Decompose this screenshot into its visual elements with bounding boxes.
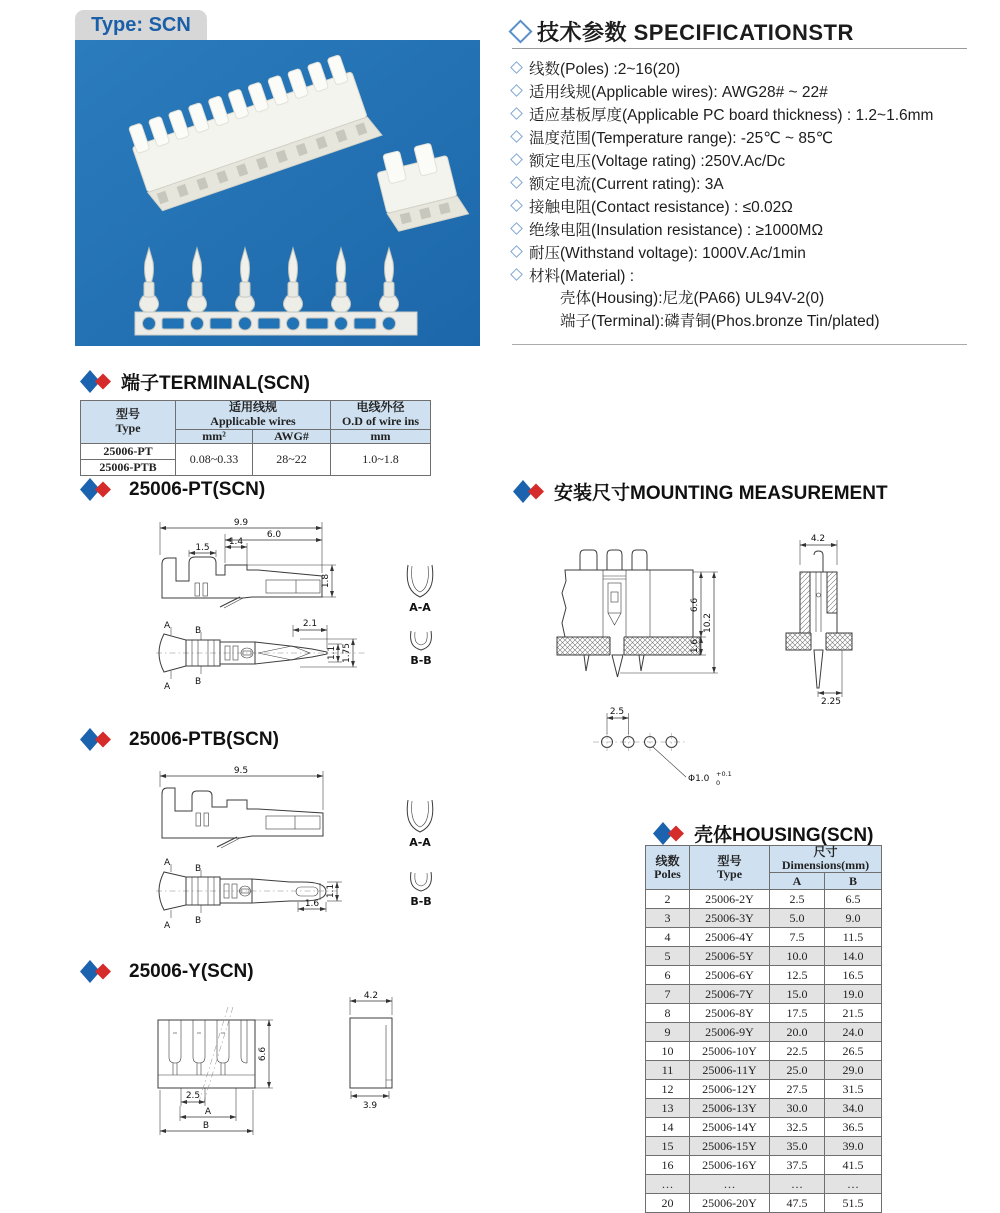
type-cell: 25006-5Y bbox=[690, 947, 770, 966]
pt-mark-a-top: A bbox=[164, 621, 171, 631]
type-tab bbox=[75, 10, 207, 40]
y-dim-a: A bbox=[204, 1107, 212, 1117]
housing-row bbox=[646, 890, 882, 909]
y-drawing-svg bbox=[140, 985, 440, 1155]
dim-a-cell: … bbox=[770, 1175, 825, 1194]
housing-type-header-cn: 型号 bbox=[717, 853, 742, 868]
spec-item-text: 适用线规(Applicable wires): AWG28# ~ 22# bbox=[529, 83, 828, 101]
housing-table bbox=[645, 845, 882, 1213]
spec-item-text: 温度范围(Temperature range): -25℃ ~ 85℃ bbox=[529, 129, 834, 147]
terminal-type-cell: 25006-PT bbox=[81, 444, 176, 460]
dim-a-cell: 7.5 bbox=[770, 928, 825, 947]
housing-row bbox=[646, 1099, 882, 1118]
dim-a-cell: 22.5 bbox=[770, 1042, 825, 1061]
ptb-section-aa-label: A-A bbox=[409, 836, 431, 849]
spec-item-text: 接触电阻(Contact resistance) : ≤0.02Ω bbox=[529, 198, 793, 216]
double-diamond-icon bbox=[653, 822, 684, 845]
spec-item bbox=[512, 102, 972, 125]
diamond-outline-icon bbox=[508, 19, 532, 43]
mnt-dim-42: 4.2 bbox=[810, 534, 826, 544]
mnt-hole-tol-dn: 0 bbox=[716, 779, 721, 787]
y-section-heading bbox=[80, 960, 254, 983]
unit-mm-header: mm bbox=[331, 429, 431, 444]
poles-cell: 9 bbox=[646, 1023, 690, 1042]
housing-col-b-header: B bbox=[825, 873, 882, 890]
pt-section-aa-label: A-A bbox=[409, 601, 431, 614]
type-cell: 25006-10Y bbox=[690, 1042, 770, 1061]
spec-item bbox=[512, 240, 972, 263]
type-cell: 25006-11Y bbox=[690, 1061, 770, 1080]
poles-cell: 3 bbox=[646, 909, 690, 928]
double-diamond-icon bbox=[80, 960, 111, 983]
terminal-wires-header-cn: 适用线规 bbox=[229, 400, 278, 414]
type-cell: 25006-16Y bbox=[690, 1156, 770, 1175]
dim-a-cell: 10.0 bbox=[770, 947, 825, 966]
dim-a-cell: 15.0 bbox=[770, 985, 825, 1004]
diamond-bullet-icon bbox=[510, 199, 523, 212]
type-cell: 25006-12Y bbox=[690, 1080, 770, 1099]
dim-a-cell: 30.0 bbox=[770, 1099, 825, 1118]
double-diamond-icon bbox=[80, 370, 111, 393]
dim-b-cell: 6.5 bbox=[825, 890, 882, 909]
dim-b-cell: 34.0 bbox=[825, 1099, 882, 1118]
pt-mark-b-bot: B bbox=[195, 677, 202, 687]
ptb-dim-11: 1.1 bbox=[326, 883, 336, 899]
ptb-mark-b-top: B bbox=[195, 864, 202, 874]
spec-item bbox=[512, 263, 972, 286]
spec-item bbox=[512, 148, 972, 171]
diamond-bullet-icon bbox=[510, 130, 523, 143]
dim-a-cell: 25.0 bbox=[770, 1061, 825, 1080]
spec-item-text: 额定电压(Voltage rating) :250V.Ac/Dc bbox=[529, 152, 786, 170]
spec-item-text: 线数(Poles) :2~16(20) bbox=[529, 60, 681, 78]
pt-dim-overall: 9.9 bbox=[233, 518, 249, 528]
mnt-dim-25: 2.5 bbox=[609, 707, 625, 717]
double-diamond-icon bbox=[513, 480, 544, 503]
type-cell: 25006-2Y bbox=[690, 890, 770, 909]
spec-item-text: 绝缘电阻(Insulation resistance) : ≥1000MΩ bbox=[529, 221, 824, 239]
material-line-terminal: 端子(Terminal):磷青铜(Phos.bronze Tin/plated) bbox=[560, 313, 880, 330]
diamond-bullet-icon bbox=[510, 107, 523, 120]
material-line-housing: 壳体(Housing):尼龙(PA66) UL94V-2(0) bbox=[560, 290, 825, 307]
dim-a-cell: 20.0 bbox=[770, 1023, 825, 1042]
dim-a-cell: 27.5 bbox=[770, 1080, 825, 1099]
terminal-type-header-en: Type bbox=[115, 421, 141, 436]
diamond-bullet-icon bbox=[510, 61, 523, 74]
dim-b-cell: 36.5 bbox=[825, 1118, 882, 1137]
type-label: Type: SCN bbox=[91, 13, 191, 36]
poles-cell: 12 bbox=[646, 1080, 690, 1099]
housing-col-poles-header bbox=[646, 846, 690, 890]
ptb-drawing-svg bbox=[140, 765, 480, 945]
unit-mm2-header: mm² bbox=[176, 429, 253, 444]
ptb-section-title: 25006-PTB(SCN) bbox=[129, 728, 279, 750]
ptb-mark-b-bot: B bbox=[195, 916, 202, 926]
spec-bottom-divider bbox=[512, 344, 967, 345]
housing-row bbox=[646, 947, 882, 966]
housing-col-a-header: A bbox=[770, 873, 825, 890]
terminal-table bbox=[80, 400, 431, 476]
housing-row bbox=[646, 1137, 882, 1156]
type-cell: 25006-15Y bbox=[690, 1137, 770, 1156]
dim-a-cell: 17.5 bbox=[770, 1004, 825, 1023]
mnt-dim-66: 6.6 bbox=[690, 597, 700, 613]
housing-row bbox=[646, 1042, 882, 1061]
dim-a-cell: 35.0 bbox=[770, 1137, 825, 1156]
type-cell: 25006-7Y bbox=[690, 985, 770, 1004]
spec-title-row bbox=[512, 16, 854, 47]
housing-row bbox=[646, 1175, 882, 1194]
poles-cell: 14 bbox=[646, 1118, 690, 1137]
housing-row bbox=[646, 1118, 882, 1137]
dim-b-cell: 16.5 bbox=[825, 966, 882, 985]
terminal-type-header-cn: 型号 bbox=[115, 407, 140, 422]
poles-cell: 20 bbox=[646, 1194, 690, 1213]
type-cell: 25006-14Y bbox=[690, 1118, 770, 1137]
y-drawing bbox=[140, 985, 440, 1160]
type-cell: 25006-13Y bbox=[690, 1099, 770, 1118]
poles-cell: 11 bbox=[646, 1061, 690, 1080]
spec-item bbox=[512, 56, 972, 79]
double-diamond-icon bbox=[80, 478, 111, 501]
pt-section-title: 25006-PT(SCN) bbox=[129, 478, 266, 500]
poles-cell: 16 bbox=[646, 1156, 690, 1175]
spec-item-text: 耐压(Withstand voltage): 1000V.Ac/1min bbox=[529, 244, 806, 262]
ptb-dim-16: 1.6 bbox=[304, 899, 320, 909]
housing-row bbox=[646, 928, 882, 947]
type-cell: 25006-8Y bbox=[690, 1004, 770, 1023]
spec-item-text: 材料(Material) : bbox=[529, 267, 635, 285]
diamond-bullet-icon bbox=[510, 84, 523, 97]
poles-cell: 7 bbox=[646, 985, 690, 1004]
mounting-side-view bbox=[786, 534, 852, 707]
terminal-awg-cell: 28~22 bbox=[253, 444, 331, 476]
pt-drawing-svg bbox=[140, 513, 480, 693]
dim-b-cell: 11.5 bbox=[825, 928, 882, 947]
housing-row bbox=[646, 1061, 882, 1080]
housing-row bbox=[646, 1023, 882, 1042]
dim-b-cell: 26.5 bbox=[825, 1042, 882, 1061]
terminal-mm2-cell: 0.08~0.33 bbox=[176, 444, 253, 476]
housing-poles-header-en: Poles bbox=[654, 866, 681, 881]
y-dim-39: 3.9 bbox=[362, 1101, 378, 1111]
pt-dim-18: 1.8 bbox=[321, 573, 331, 589]
pt-dim-175: 1.75 bbox=[342, 642, 352, 664]
housing-type-header-en: Type bbox=[716, 866, 743, 881]
y-dim-25: 2.5 bbox=[185, 1091, 201, 1101]
type-cell: 25006-20Y bbox=[690, 1194, 770, 1213]
pt-dim-15: 1.5 bbox=[195, 543, 210, 553]
poles-cell: 5 bbox=[646, 947, 690, 966]
ptb-section-heading bbox=[80, 728, 279, 751]
terminal-od-cell: 1.0~1.8 bbox=[331, 444, 431, 476]
poles-cell: 2 bbox=[646, 890, 690, 909]
terminal-type-cell: 25006-PTB bbox=[81, 460, 176, 476]
ptb-mark-a-bot: A bbox=[164, 921, 171, 931]
housing-col-type-header bbox=[690, 846, 770, 890]
spec-item bbox=[512, 194, 972, 217]
dim-b-cell: 51.5 bbox=[825, 1194, 882, 1213]
dim-b-cell: 21.5 bbox=[825, 1004, 882, 1023]
mounting-hole-pattern bbox=[593, 707, 732, 787]
type-cell: 25006-6Y bbox=[690, 966, 770, 985]
diamond-bullet-icon bbox=[510, 176, 523, 189]
pt-dim-11: 1.1 bbox=[327, 645, 337, 661]
pt-mark-a-bot: A bbox=[164, 682, 171, 692]
spec-item bbox=[512, 171, 972, 194]
diamond-bullet-icon bbox=[510, 268, 523, 281]
housing-row bbox=[646, 1080, 882, 1099]
pt-mark-b-top: B bbox=[195, 626, 202, 636]
pt-section-heading bbox=[80, 478, 265, 501]
pt-dim-21: 2.1 bbox=[302, 619, 318, 629]
ptb-drawing bbox=[140, 765, 480, 950]
poles-cell: 10 bbox=[646, 1042, 690, 1061]
mounting-front-view bbox=[557, 550, 718, 677]
pt-dim-blade: 6.0 bbox=[266, 530, 282, 540]
dim-a-cell: 2.5 bbox=[770, 890, 825, 909]
housing-row bbox=[646, 909, 882, 928]
dim-a-cell: 47.5 bbox=[770, 1194, 825, 1213]
mounting-section-heading bbox=[513, 478, 888, 505]
spec-item bbox=[512, 217, 972, 240]
mounting-section-title: 安装尺寸MOUNTING MEASUREMENT bbox=[554, 483, 888, 504]
dim-b-cell: 24.0 bbox=[825, 1023, 882, 1042]
mounting-drawing bbox=[540, 505, 960, 810]
ptb-mark-a-top: A bbox=[164, 858, 171, 868]
poles-cell: 8 bbox=[646, 1004, 690, 1023]
type-cell: 25006-9Y bbox=[690, 1023, 770, 1042]
poles-cell: 6 bbox=[646, 966, 690, 985]
spec-title-divider bbox=[512, 48, 967, 49]
unit-awg-header: AWG# bbox=[253, 429, 331, 444]
terminal-section-heading bbox=[80, 368, 310, 395]
housing-section-title: 壳体HOUSING(SCN) bbox=[694, 825, 874, 846]
pt-dim-14: 1.4 bbox=[228, 537, 244, 547]
terminal-od-header-en: O.D of wire ins bbox=[341, 413, 420, 428]
diamond-bullet-icon bbox=[510, 222, 523, 235]
product-photo-svg bbox=[75, 40, 480, 346]
spec-item bbox=[512, 79, 972, 102]
spec-list bbox=[512, 56, 972, 286]
housing-row bbox=[646, 1004, 882, 1023]
terminal-col-type-header bbox=[81, 401, 176, 444]
dim-b-cell: 39.0 bbox=[825, 1137, 882, 1156]
terminal-col-od-header bbox=[331, 401, 431, 430]
diamond-bullet-icon bbox=[510, 153, 523, 166]
housing-row bbox=[646, 985, 882, 1004]
spec-title: 技术参数 SPECIFICATIONSTR bbox=[537, 20, 854, 45]
y-section-title: 25006-Y(SCN) bbox=[129, 960, 254, 982]
dim-a-cell: 5.0 bbox=[770, 909, 825, 928]
pt-drawing bbox=[140, 513, 480, 698]
type-cell: 25006-3Y bbox=[690, 909, 770, 928]
poles-cell: 15 bbox=[646, 1137, 690, 1156]
spec-item-text: 额定电流(Current rating): 3A bbox=[529, 175, 724, 193]
diamond-bullet-icon bbox=[510, 245, 523, 258]
mnt-dim-102: 10.2 bbox=[703, 612, 713, 634]
housing-row bbox=[646, 1156, 882, 1175]
terminal-od-header-cn: 电线外径 bbox=[356, 400, 405, 414]
dim-b-cell: 41.5 bbox=[825, 1156, 882, 1175]
dim-a-cell: 32.5 bbox=[770, 1118, 825, 1137]
housing-row bbox=[646, 966, 882, 985]
mnt-dim-225: 2.25 bbox=[820, 697, 842, 707]
double-diamond-icon bbox=[80, 728, 111, 751]
mnt-dim-16: 1.6 bbox=[690, 638, 700, 654]
poles-cell: 13 bbox=[646, 1099, 690, 1118]
type-cell: … bbox=[690, 1175, 770, 1194]
terminal-col-wires-header bbox=[176, 401, 331, 430]
housing-row bbox=[646, 1194, 882, 1213]
ptb-dim-overall: 9.5 bbox=[233, 766, 249, 776]
dim-a-cell: 12.5 bbox=[770, 966, 825, 985]
housing-poles-header-cn: 线数 bbox=[655, 853, 680, 868]
pt-section-bb-label: B-B bbox=[410, 654, 432, 667]
y-dim-b: B bbox=[202, 1121, 210, 1131]
poles-cell: 4 bbox=[646, 928, 690, 947]
terminal-section-title: 端子TERMINAL(SCN) bbox=[121, 373, 310, 394]
dim-a-cell: 37.5 bbox=[770, 1156, 825, 1175]
spec-item-text: 适应基板厚度(Applicable PC board thickness) : 1.2~1.6mm bbox=[529, 106, 934, 124]
y-dim-42: 4.2 bbox=[363, 991, 379, 1001]
dim-b-cell: 9.0 bbox=[825, 909, 882, 928]
poles-cell: … bbox=[646, 1175, 690, 1194]
product-photo bbox=[75, 40, 480, 346]
housing-section-heading bbox=[653, 820, 873, 847]
mnt-hole-dia: Φ1.0 bbox=[688, 774, 710, 784]
terminal-wires-header-en: Applicable wires bbox=[210, 413, 296, 428]
y-dim-66: 6.6 bbox=[258, 1046, 268, 1062]
housing-col-dims-header: 尺寸 Dimensions(mm) bbox=[770, 846, 882, 873]
dim-b-cell: 19.0 bbox=[825, 985, 882, 1004]
spec-item bbox=[512, 125, 972, 148]
dim-b-cell: 29.0 bbox=[825, 1061, 882, 1080]
dim-b-cell: 31.5 bbox=[825, 1080, 882, 1099]
ptb-section-bb-label: B-B bbox=[410, 895, 432, 908]
dim-b-cell: 14.0 bbox=[825, 947, 882, 966]
dim-b-cell: … bbox=[825, 1175, 882, 1194]
mnt-hole-tol-up: +0.1 bbox=[716, 770, 732, 778]
mounting-drawing-svg bbox=[540, 505, 960, 805]
type-cell: 25006-4Y bbox=[690, 928, 770, 947]
